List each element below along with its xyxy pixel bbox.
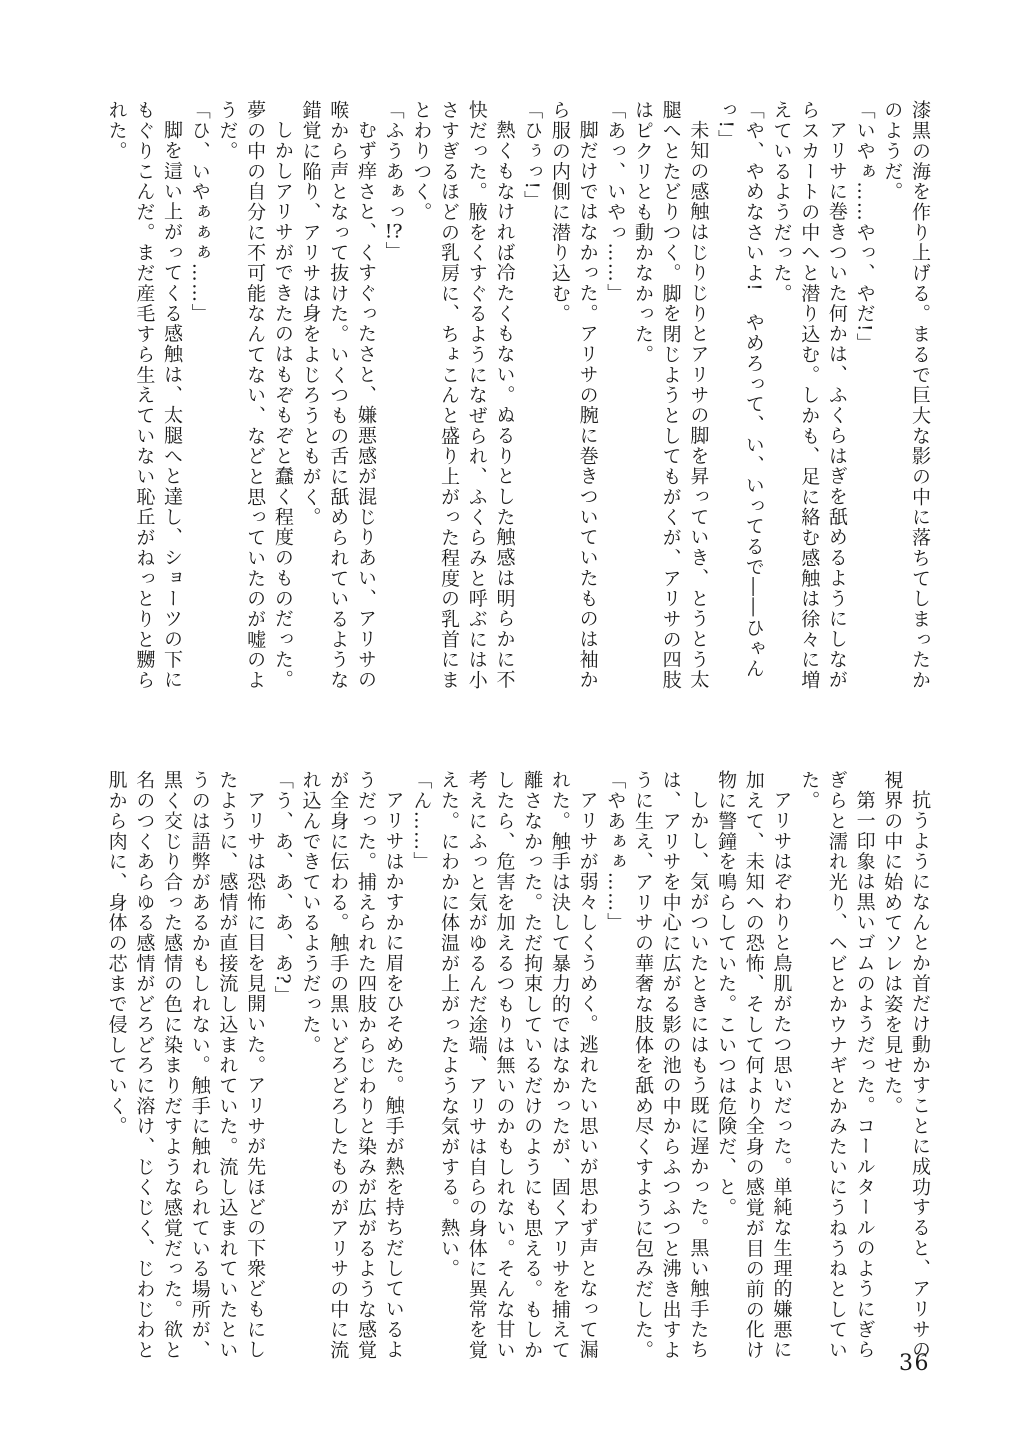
bottom-text-block xyxy=(102,770,933,1388)
text-line: しかし、気がついたときにはもう既に遅かった。黒い触手たち xyxy=(687,790,710,1361)
text-line: さすぎるほどの乳房に、ちょこんと盛り上がった程度の乳首にま xyxy=(438,100,461,691)
text-line: うだ。 xyxy=(216,100,239,162)
text-line: 「ひぅっ!」 xyxy=(521,100,544,211)
text-line: 「いやぁ……やっ、やだ!」 xyxy=(853,100,876,354)
text-line: のようだ。 xyxy=(881,100,904,202)
text-line: うのは語弊があるかもしれない。触手に触れられている場所が、 xyxy=(188,770,211,1361)
text-line: 脚だけではなかった。アリサの腕に巻きついていたものは袖か xyxy=(576,120,599,691)
text-line: 加えて、未知への恐怖、そして何より全身の感覚が目の前の化け xyxy=(742,770,765,1361)
text-line: れ込んできているようだった。 xyxy=(299,770,322,1055)
text-line: は、アリサを中心に広がる影の池の中からふつふつと沸き出すよ xyxy=(659,770,682,1361)
text-line: したら、危害を加えるつもりは無いのかもしれない。そんな甘い xyxy=(493,770,516,1361)
text-line: とわりつく。 xyxy=(410,100,433,223)
text-line: 漆黒の海を作り上げる。まるで巨大な影の中に落ちてしまったか xyxy=(909,100,931,691)
text-line: うに生え、アリサの華奢な肢体を舐め尽くすように包みだした。 xyxy=(631,770,654,1361)
text-line: た。 xyxy=(798,770,821,811)
top-text-block xyxy=(102,100,933,718)
text-line: 快だった。腋をくすぐるようになぜられ、ふくらみと呼ぶには小 xyxy=(465,100,488,691)
text-line: しかしアリサができたのはもぞもぞと蠢く程度のものだった。 xyxy=(271,120,294,691)
text-line: 「ん……」 xyxy=(410,770,433,872)
text-line: えているようだった。 xyxy=(770,100,793,304)
text-line: アリサに巻きついた何かは、ふくらはぎを舐めるようにしなが xyxy=(825,120,848,691)
text-line: 「や、やめなさいよ! やめろって、い、いってるで――ひゃん xyxy=(742,100,765,679)
text-line: ら服の内側に潜り込む。 xyxy=(548,100,571,324)
text-line: 視界の中に始めてソレは姿を見せた。 xyxy=(881,770,904,1116)
text-line: 考えにふっと気がゆるんだ途端、アリサは自らの身体に異常を覚 xyxy=(465,770,488,1361)
text-line: もぐりこんだ。まだ産毛すら生えていない恥丘がねっとりと嬲ら xyxy=(133,100,156,691)
text-line: が全身に伝わる。触手の黒いどろどろしたものがアリサの中に流 xyxy=(327,770,350,1361)
page-number: 36 xyxy=(899,1351,930,1376)
text-line: 未知の感触はじりじりとアリサの脚を昇っていき、とうとう太 xyxy=(687,120,710,691)
text-line: 黒く交じり合った感情の色に染まりだすような感覚だった。欲と xyxy=(161,770,184,1361)
text-line: 夢の中の自分に不可能なんてない、などと思っていたのが嘘のよ xyxy=(244,100,267,691)
text-line: れた。 xyxy=(105,100,128,162)
text-line: らスカートの中へと潜り込む。しかも、足に絡む感触は徐々に増 xyxy=(798,100,821,691)
text-line: 「あっ、いやっ……」 xyxy=(604,100,627,304)
text-line: 熱くもなければ冷たくもない。ぬるりとした触感は明らかに不 xyxy=(493,120,516,691)
text-line: 喉から声となって抜けた。いくつもの舌に舐められているような xyxy=(327,100,350,691)
text-line: アリサはかすかに眉をひそめた。触手が熱を持ちだしているよ xyxy=(382,790,405,1361)
text-line: ぎらと濡れ光り、ヘビとかウナギとかみたいにうねうねとしてい xyxy=(825,770,848,1361)
text-line: れた。触手は決して暴力的ではなかったが、固くアリサを捕えて xyxy=(548,770,571,1361)
text-line: むず痒さと、くすぐったさと、嫌悪感が混じりあい、アリサの xyxy=(354,120,377,691)
text-line: 抗うようになんとか首だけ動かすことに成功すると、アリサの xyxy=(909,790,931,1361)
text-line: 肌から肉に、身体の芯まで侵していく。 xyxy=(105,770,128,1137)
text-line: 「う、あ、あ、あ、あ?」 xyxy=(271,770,294,1006)
text-line: 腿へとたどりつく。脚を閉じようとしてもがくが、アリサの四肢 xyxy=(659,100,682,691)
text-line: アリサが弱々しくうめく。逃れたい思いが思わず声となって漏 xyxy=(576,790,599,1361)
text-line: アリサはぞわりと鳥肌がたつ思いだった。単純な生理的嫌悪に xyxy=(770,790,793,1361)
text-line: 錯覚に陥り、アリサは身をよじろうともがく。 xyxy=(299,100,322,528)
text-line: 第一印象は黒いゴムのようだった。コールタールのようにぎら xyxy=(853,790,876,1361)
tate-chu-yoko: !? xyxy=(384,222,403,242)
text-line: はピクリとも動かなかった。 xyxy=(631,100,654,365)
text-line: 「やあぁぁ……」 xyxy=(604,770,627,933)
text-line: アリサは恐怖に目を見開いた。アリサが先ほどの下衆どもにし xyxy=(244,790,267,1361)
text-line: 離さなかった。ただ拘束しているだけのようにも思える。もしか xyxy=(521,770,544,1361)
text-line: 「ひ、いやぁぁぁ……」 xyxy=(188,100,211,324)
text-line: 「ふうあぁっ!?」 xyxy=(382,100,405,262)
text-line: たように、感情が直接流し込まれていた。流し込まれていたとい xyxy=(216,770,239,1361)
text-line: うだった。捕えられた四肢からじわりと染みが広がるような感覚 xyxy=(354,770,377,1361)
text-line: 脚を這い上がってくる感触は、太腿へと達し、ショーツの下に xyxy=(161,120,184,691)
text-line: っ!」 xyxy=(715,100,738,150)
text-line: 名のつくあらゆる感情がどろどろに溶け、じくじく、じわじわと xyxy=(133,770,156,1361)
text-line: 物に警鐘を鳴らしていた。こいつは危険だ、と。 xyxy=(715,770,738,1218)
text-line: えた。にわかに体温が上がったような気がする。熱い。 xyxy=(438,770,461,1279)
